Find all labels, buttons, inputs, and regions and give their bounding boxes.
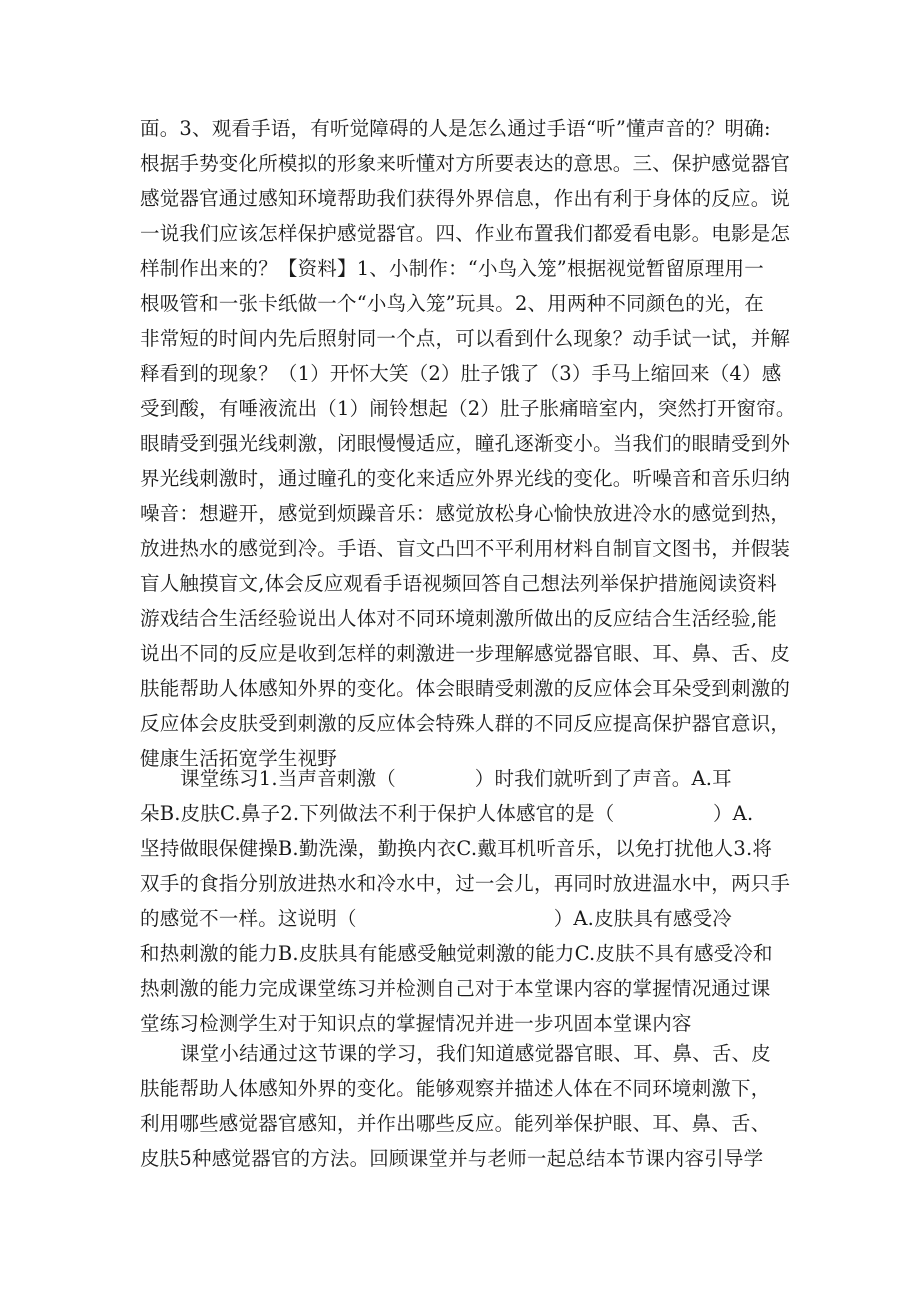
text-line: 课堂练习1.当声音刺激（ ）时我们就听到了声音。A.耳 [180, 767, 732, 790]
text-line: 样制作出来的？【资料】1、小制作：“小鸟入笼”根据视觉暂留原理用一 [140, 257, 764, 280]
paragraph-activities [140, 111, 800, 776]
text-line: 界光线刺激时，通过瞳孔的变化来适应外界光线的变化。听噪音和音乐归纳 [140, 467, 791, 490]
paragraph-classroom-practice [140, 761, 800, 1041]
text-line: 健康生活拓宽学生视野 [140, 747, 338, 770]
text-line: 反应体会皮肤受到刺激的反应体会特殊人群的不同反应提高保护器官意识， [140, 712, 791, 735]
text-line: 和热刺激的能力B.皮肤具有能感受触觉刺激的能力C.皮肤不具有感受冷和 [140, 942, 773, 965]
text-line: 游戏结合生活经验说出人体对不同环境刺激所做出的反应结合生活经验,能 [140, 607, 777, 630]
text-line: 一说我们应该怎样保护感觉器官。四、作业布置我们都爱看电影。电影是怎 [140, 222, 791, 245]
text-line: 盲人触摸盲文,体会反应观看手语视频回答自己想法列举保护措施阅读资料 [140, 572, 777, 595]
text-line: 坚持做眼保健操B.勤洗澡，勤换内衣C.戴耳机听音乐，以免打扰他人3.将 [140, 837, 773, 860]
paragraph-class-summary [140, 1036, 800, 1176]
text-line: 堂练习检测学生对于知识点的掌握情况并进一步巩固本堂课内容 [140, 1012, 692, 1035]
text-line: 课堂小结通过这节课的学习，我们知道感觉器官眼、耳、鼻、舌、皮 [180, 1042, 772, 1065]
text-line: 感觉器官通过感知环境帮助我们获得外界信息，作出有利于身体的反应。说 [140, 187, 791, 210]
text-line: 释看到的现象？（1）开怀大笑（2）肚子饿了（3）手马上缩回来（4）感 [140, 362, 782, 385]
text-line: 的感觉不一样。这说明（ ）A.皮肤具有感受冷 [140, 907, 732, 930]
text-line: 热刺激的能力完成课堂练习并检测自己对于本堂课内容的掌握情况通过课 [140, 977, 771, 1000]
text-line: 肤能帮助人体感知外界的变化。体会眼睛受刺激的反应体会耳朵受到刺激的 [140, 677, 791, 700]
text-line: 根据手势变化所模拟的形象来听懂对方所要表达的意思。三、保护感觉器官 [140, 152, 791, 175]
text-line: 根吸管和一张卡纸做一个“小鸟入笼”玩具。2、用两种不同颜色的光，在 [140, 292, 764, 315]
text-line: 噪音：想避开，感觉到烦躁音乐：感觉放松身心愉快放进冷水的感觉到热， [140, 502, 791, 525]
text-line: 肤能帮助人体感知外界的变化。能够观察并描述人体在不同环境刺激下， [140, 1077, 771, 1100]
text-line: 利用哪些感觉器官感知，并作出哪些反应。能列举保护眼、耳、鼻、舌、 [140, 1112, 771, 1135]
text-line: 非常短的时间内先后照射同一个点，可以看到什么现象？动手试一试，并解 [140, 327, 791, 350]
text-line: 说出不同的反应是收到怎样的刺激进一步理解感觉器官眼、耳、鼻、舌、皮 [140, 642, 791, 665]
text-line: 双手的食指分别放进热水和冷水中，过一会儿，再同时放进温水中，两只手 [140, 872, 791, 895]
text-line: 眼睛受到强光线刺激，闭眼慢慢适应，瞳孔逐渐变小。当我们的眼睛受到外 [140, 432, 791, 455]
text-line: 朵B.皮肤C.鼻子2.下列做法不利于保护人体感官的是（ ）A. [140, 802, 754, 825]
text-line: 皮肤5种感觉器官的方法。回顾课堂并与老师一起总结本节课内容引导学 [140, 1147, 764, 1170]
text-line: 受到酸，有唾液流出（1）闹铃想起（2）肚子胀痛暗室内，突然打开窗帘。 [140, 397, 796, 420]
text-line: 面。3、观看手语，有听觉障碍的人是怎么通过手语“听”懂声音的？明确: [140, 117, 771, 140]
text-line: 放进热水的感觉到冷。手语、盲文凸凹不平利用材料自制盲文图书，并假装 [140, 537, 791, 560]
